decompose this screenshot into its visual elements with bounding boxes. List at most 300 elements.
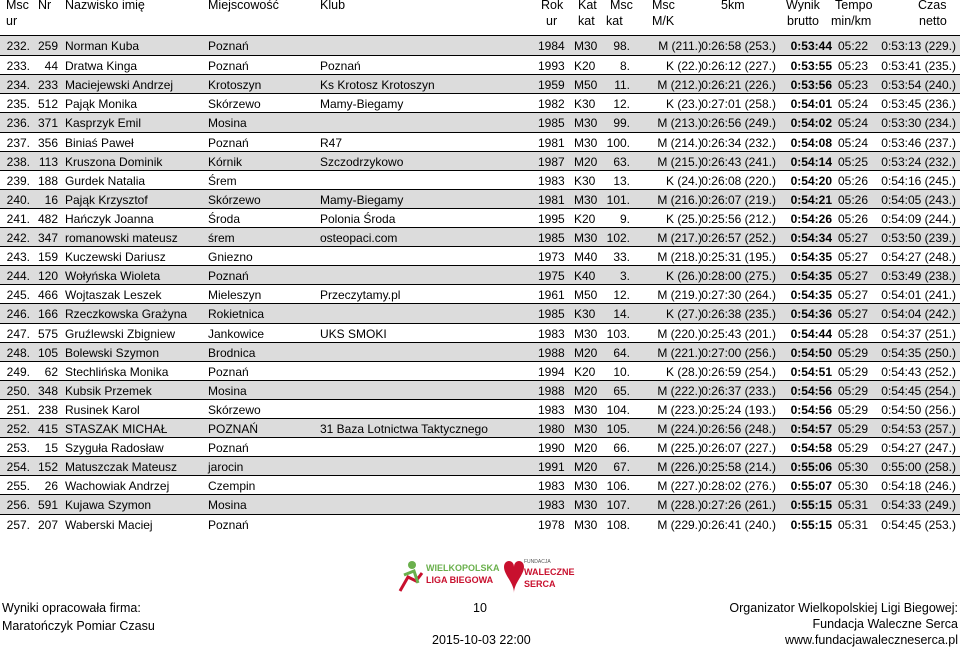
cell-netto: 0:53:49 (238.) — [881, 269, 956, 284]
cell-name: Wojtaszak Leszek — [65, 288, 162, 303]
cell-km5: 0:25:58 (214.) — [701, 460, 776, 475]
cell-kat: M20 — [574, 441, 598, 456]
header-msc-kat-sub: kat — [606, 14, 623, 28]
cell-msc: 240. — [6, 192, 30, 207]
cell-city: Skórzewo — [208, 402, 261, 417]
cell-msc: 233. — [6, 59, 30, 74]
cell-tempo: 05:31 — [837, 498, 868, 513]
cell-wynik: 0:54:01 — [790, 97, 832, 112]
cell-mk: M (223.) — [657, 402, 702, 417]
cell-wynik: 0:54:02 — [790, 116, 832, 131]
cell-tempo: 05:24 — [837, 116, 868, 131]
cell-name: Kruszona Dominik — [65, 154, 163, 169]
cell-name: Rzeczkowska Grażyna — [65, 307, 188, 322]
cell-kat: K20 — [574, 211, 596, 226]
cell-katmsc: 64. — [613, 345, 630, 360]
header-wynik: Wynik — [786, 0, 820, 12]
cell-kat: K30 — [574, 173, 596, 188]
cell-rok: 1985 — [538, 307, 565, 322]
header-czas: Czas — [918, 0, 947, 12]
cell-katmsc: 100. — [606, 135, 630, 150]
cell-mk: M (219.) — [657, 288, 702, 303]
cell-katmsc: 107. — [606, 498, 630, 513]
header-city: Miejscowość — [208, 0, 279, 12]
cell-nr: 16 — [44, 192, 58, 207]
cell-city: Poznań — [208, 441, 249, 456]
cell-club: Mamy-Biegamy — [320, 97, 404, 112]
cell-kat: M40 — [574, 250, 598, 265]
header-brutto: brutto — [787, 14, 819, 28]
cell-msc: 237. — [6, 135, 30, 150]
table-row — [0, 475, 960, 495]
table-row — [0, 514, 960, 534]
fws-text-2: WALECZNE — [524, 567, 575, 577]
cell-nr: 188 — [37, 173, 58, 188]
table-row — [0, 170, 960, 190]
cell-city: Skórzewo — [208, 97, 261, 112]
cell-rok: 1982 — [538, 97, 565, 112]
cell-kat: M30 — [574, 517, 598, 532]
cell-katmsc: 8. — [619, 59, 630, 74]
cell-km5: 0:25:31 (195.) — [701, 250, 776, 265]
table-row — [0, 399, 960, 419]
cell-tempo: 05:25 — [837, 154, 868, 169]
cell-km5: 0:27:01 (258.) — [701, 97, 776, 112]
cell-club: Poznań — [320, 59, 361, 74]
footer-left-2: Maratończyk Pomiar Czasu — [2, 619, 155, 633]
fws-text-1: FUNDACJA — [524, 559, 551, 565]
header-5km: 5km — [721, 0, 745, 12]
cell-netto: 0:54:09 (244.) — [881, 211, 956, 226]
cell-msc: 246. — [6, 307, 30, 322]
cell-kat: M50 — [574, 78, 598, 93]
header-kat-sub: kat — [578, 14, 595, 28]
cell-city: Gniezno — [208, 250, 253, 265]
cell-name: Gruźlewski Zbigniew — [65, 326, 176, 341]
cell-nr: 233 — [37, 78, 58, 93]
cell-kat: M20 — [574, 345, 598, 360]
cell-club: UKS SMOKI — [320, 326, 387, 341]
cell-kat: M20 — [574, 383, 598, 398]
fws-text-3: SERCA — [524, 579, 556, 589]
cell-katmsc: 33. — [613, 250, 630, 265]
cell-rok: 1987 — [538, 154, 565, 169]
cell-km5: 0:26:07 (227.) — [701, 441, 776, 456]
cell-tempo: 05:23 — [837, 78, 868, 93]
cell-name: Hańczyk Joanna — [65, 211, 154, 226]
cell-msc: 256. — [6, 498, 30, 513]
cell-club: Mamy-Biegamy — [320, 192, 404, 207]
cell-club: Ks Krotosz Krotoszyn — [320, 78, 435, 93]
cell-msc: 247. — [6, 326, 30, 341]
cell-nr: 259 — [37, 39, 58, 53]
cell-mk: M (216.) — [657, 192, 702, 207]
cell-rok: 1983 — [538, 326, 565, 341]
footer-right-2: Fundacja Waleczne Serca — [812, 617, 958, 631]
cell-msc: 257. — [6, 517, 30, 532]
cell-msc: 241. — [6, 211, 30, 226]
cell-mk: M (229.) — [657, 517, 702, 532]
table-row — [0, 151, 960, 171]
cell-club: Przeczytamy.pl — [320, 288, 401, 303]
cell-rok: 1981 — [538, 192, 565, 207]
cell-tempo: 05:30 — [837, 479, 868, 494]
cell-city: Krotoszyn — [208, 78, 262, 93]
cell-katmsc: 101. — [606, 192, 630, 207]
cell-km5: 0:26:38 (235.) — [701, 307, 776, 322]
cell-wynik: 0:54:21 — [790, 192, 832, 207]
cell-rok: 1985 — [538, 116, 565, 131]
cell-wynik: 0:54:35 — [790, 250, 832, 265]
cell-city: POZNAŃ — [208, 422, 259, 436]
cell-nr: 371 — [37, 116, 58, 131]
table-row — [0, 55, 960, 75]
cell-netto: 0:53:45 (236.) — [881, 97, 956, 112]
cell-netto: 0:54:53 (257.) — [881, 422, 956, 436]
cell-netto: 0:55:00 (258.) — [881, 460, 956, 475]
cell-mk: K (26.) — [665, 269, 702, 284]
cell-netto: 0:54:33 (249.) — [881, 498, 956, 513]
cell-name: romanowski mateusz — [65, 231, 178, 245]
cell-rok: 1988 — [538, 383, 565, 398]
cell-netto: 0:54:45 (254.) — [881, 383, 956, 398]
page-number: 10 — [473, 601, 487, 615]
cell-netto: 0:53:50 (239.) — [881, 231, 956, 245]
table-row — [0, 227, 960, 247]
cell-kat: M30 — [574, 402, 598, 417]
cell-km5: 0:28:02 (276.) — [701, 479, 776, 494]
cell-wynik: 0:53:55 — [790, 59, 832, 74]
cell-rok: 1988 — [538, 345, 565, 360]
table-row — [0, 284, 960, 304]
cell-mk: M (224.) — [657, 422, 702, 436]
cell-city: Skórzewo — [208, 192, 261, 207]
cell-city: śrem — [208, 231, 235, 245]
cell-wynik: 0:55:07 — [790, 479, 832, 494]
table-row — [0, 208, 960, 228]
cell-wynik: 0:54:56 — [790, 383, 832, 398]
cell-msc: 238. — [6, 154, 30, 169]
cell-netto: 0:54:27 (248.) — [881, 250, 956, 265]
cell-name: Pająk Krzysztof — [65, 192, 148, 207]
cell-tempo: 05:29 — [837, 422, 868, 436]
cell-tempo: 05:22 — [837, 39, 868, 53]
cell-msc: 236. — [6, 116, 30, 131]
cell-wynik: 0:54:44 — [790, 326, 832, 341]
cell-name: Maciejewski Andrzej — [65, 78, 174, 93]
cell-nr: 207 — [37, 517, 58, 532]
cell-kat: M20 — [574, 460, 598, 475]
cell-netto: 0:54:01 (241.) — [881, 288, 956, 303]
cell-name: Matuszczak Mateusz — [65, 460, 178, 475]
cell-mk: M (225.) — [657, 441, 702, 456]
header-mk: M/K — [652, 14, 675, 28]
cell-kat: M30 — [574, 498, 598, 513]
cell-name: Szyguła Radosław — [65, 441, 164, 456]
cell-nr: 105 — [37, 345, 58, 360]
cell-msc: 234. — [6, 78, 30, 93]
cell-nr: 62 — [44, 364, 58, 379]
cell-wynik: 0:55:06 — [790, 460, 832, 475]
cell-mk: M (213.) — [657, 116, 702, 131]
cell-katmsc: 13. — [613, 173, 630, 188]
cell-rok: 1984 — [538, 39, 565, 53]
cell-katmsc: 12. — [613, 288, 630, 303]
cell-netto: 0:53:30 (234.) — [881, 116, 956, 131]
cell-wynik: 0:53:56 — [790, 78, 832, 93]
cell-mk: K (24.) — [665, 173, 702, 188]
cell-mk: M (212.) — [657, 78, 702, 93]
cell-katmsc: 10. — [613, 364, 630, 379]
header-msc-text: Msc — [6, 0, 29, 12]
cell-nr: 166 — [37, 307, 58, 322]
cell-city: Kórnik — [208, 154, 243, 169]
cell-kat: K20 — [574, 59, 596, 74]
cell-wynik: 0:54:08 — [790, 135, 832, 150]
cell-katmsc: 9. — [619, 211, 630, 226]
cell-rok: 1993 — [538, 59, 565, 74]
cell-city: Poznań — [208, 135, 249, 150]
cell-netto: 0:54:50 (256.) — [881, 402, 956, 417]
cell-katmsc: 106. — [606, 479, 630, 494]
cell-nr: 466 — [37, 288, 58, 303]
cell-city: Jankowice — [208, 326, 265, 341]
cell-km5: 0:27:00 (256.) — [701, 345, 776, 360]
cell-city: Śrem — [208, 173, 237, 188]
cell-tempo: 05:27 — [837, 250, 868, 265]
cell-netto: 0:53:41 (235.) — [881, 59, 956, 74]
cell-mk: M (214.) — [657, 135, 702, 150]
table-row — [0, 189, 960, 209]
cell-nr: 120 — [37, 269, 58, 284]
cell-tempo: 05:27 — [837, 307, 868, 322]
cell-wynik: 0:54:57 — [790, 422, 832, 436]
cell-wynik: 0:54:26 — [790, 211, 832, 226]
table-row — [0, 342, 960, 362]
cell-katmsc: 98. — [613, 39, 630, 53]
cell-rok: 1983 — [538, 173, 565, 188]
cell-tempo: 05:28 — [837, 326, 868, 341]
header-msc-kat: Msc — [610, 0, 633, 12]
cell-mk: M (227.) — [657, 479, 702, 494]
cell-city: Środa — [208, 211, 241, 226]
cell-name: Waberski Maciej — [65, 517, 153, 532]
header-name: Nazwisko imię — [65, 0, 145, 12]
cell-km5: 0:26:21 (226.) — [701, 78, 776, 93]
cell-name: Gurdek Natalia — [65, 173, 146, 188]
cell-mk: M (215.) — [657, 154, 702, 169]
cell-netto: 0:54:35 (250.) — [881, 345, 956, 360]
footer-left-1: Wyniki opracowała firma: — [2, 601, 141, 615]
cell-nr: 152 — [37, 460, 58, 475]
cell-netto: 0:53:46 (237.) — [881, 135, 956, 150]
cell-kat: K40 — [574, 269, 596, 284]
cell-mk: M (220.) — [657, 326, 702, 341]
cell-msc: 255. — [6, 479, 30, 494]
cell-name: STASZAK MICHAŁ — [65, 422, 168, 436]
cell-netto: 0:54:04 (242.) — [881, 307, 956, 322]
cell-km5: 0:26:08 (220.) — [701, 173, 776, 188]
cell-city: Poznań — [208, 517, 249, 532]
cell-tempo: 05:23 — [837, 59, 868, 74]
cell-msc: 248. — [6, 345, 30, 360]
header-msc — [6, 0, 29, 13]
cell-tempo: 05:29 — [837, 345, 868, 360]
cell-katmsc: 14. — [613, 307, 630, 322]
footer-right-3: www.fundacjawaleczneserca.pl — [784, 633, 958, 647]
cell-kat: M30 — [574, 192, 598, 207]
cell-msc: 245. — [6, 288, 30, 303]
cell-msc: 242. — [6, 231, 30, 245]
cell-rok: 1985 — [538, 231, 565, 245]
cell-nr: 347 — [37, 231, 58, 245]
header-msc-mk: Msc — [652, 0, 675, 12]
cell-km5: 0:26:58 (253.) — [701, 39, 776, 53]
cell-name: Kubsik Przemek — [65, 383, 152, 398]
cell-club: osteopaci.com — [320, 231, 398, 245]
wlb-text-1: WIELKOPOLSKA — [426, 563, 500, 573]
cell-mk: M (217.) — [657, 231, 702, 245]
header-minkm: min/km — [831, 14, 872, 28]
cell-kat: M30 — [574, 135, 598, 150]
cell-name: Norman Kuba — [65, 39, 140, 53]
cell-tempo: 05:29 — [837, 402, 868, 417]
cell-mk: K (27.) — [665, 307, 702, 322]
cell-katmsc: 103. — [606, 326, 630, 341]
cell-tempo: 05:26 — [837, 211, 868, 226]
cell-rok: 1995 — [538, 211, 565, 226]
cell-tempo: 05:24 — [837, 135, 868, 150]
cell-tempo: 05:27 — [837, 288, 868, 303]
cell-name: Wołyńska Wioleta — [65, 269, 161, 284]
cell-km5: 0:28:00 (275.) — [701, 269, 776, 284]
cell-km5: 0:25:43 (201.) — [701, 326, 776, 341]
cell-city: Brodnica — [208, 345, 256, 360]
cell-tempo: 05:27 — [837, 269, 868, 284]
table-row — [0, 456, 960, 476]
cell-km5: 0:26:07 (219.) — [701, 192, 776, 207]
table-row — [0, 74, 960, 94]
cell-tempo: 05:29 — [837, 441, 868, 456]
cell-club: Polonia Środa — [320, 211, 396, 226]
cell-katmsc: 63. — [613, 154, 630, 169]
cell-netto: 0:54:43 (252.) — [881, 364, 956, 379]
cell-nr: 356 — [37, 135, 58, 150]
cell-nr: 348 — [37, 383, 58, 398]
cell-msc: 252. — [6, 422, 30, 436]
table-row — [0, 132, 960, 152]
cell-name: Kuczewski Dariusz — [65, 250, 166, 265]
cell-rok: 1991 — [538, 460, 565, 475]
cell-km5: 0:26:43 (241.) — [701, 154, 776, 169]
cell-kat: M30 — [574, 39, 598, 53]
cell-km5: 0:26:56 (249.) — [701, 116, 776, 131]
cell-name: Kasprzyk Emil — [65, 116, 142, 131]
cell-nr: 238 — [37, 402, 58, 417]
cell-name: Pająk Monika — [65, 97, 138, 112]
cell-km5: 0:27:30 (264.) — [701, 288, 776, 303]
cell-nr: 512 — [37, 97, 58, 112]
cell-rok: 1961 — [538, 288, 565, 303]
cell-km5: 0:26:59 (254.) — [701, 364, 776, 379]
cell-mk: M (221.) — [657, 345, 702, 360]
cell-nr: 591 — [37, 498, 58, 513]
cell-nr: 482 — [37, 211, 58, 226]
header-netto: netto — [919, 14, 947, 28]
cell-mk: K (28.) — [665, 364, 702, 379]
cell-city: Czempin — [208, 479, 256, 494]
footer-right-1: Organizator Wielkopolskiej Ligi Biegowej: — [729, 601, 958, 615]
cell-wynik: 0:54:36 — [790, 307, 832, 322]
cell-kat: K20 — [574, 364, 596, 379]
cell-mk: M (228.) — [657, 498, 702, 513]
cell-name: Rusinek Karol — [65, 402, 140, 417]
header-ur: ur — [546, 14, 558, 28]
cell-name: Dratwa Kinga — [65, 59, 138, 74]
table-row — [0, 112, 960, 132]
cell-nr: 44 — [44, 59, 58, 74]
cell-kat: M30 — [574, 231, 598, 245]
cell-city: Mosina — [208, 116, 247, 131]
cell-tempo: 05:31 — [837, 517, 868, 532]
cell-wynik: 0:53:44 — [790, 39, 832, 53]
cell-msc: 244. — [6, 269, 30, 284]
cell-km5: 0:26:57 (252.) — [701, 231, 776, 245]
cell-kat: M30 — [574, 326, 598, 341]
cell-name: Wachowiak Andrzej — [65, 479, 170, 494]
cell-kat: M30 — [574, 116, 598, 131]
cell-tempo: 05:24 — [837, 97, 868, 112]
cell-km5: 0:27:26 (261.) — [701, 498, 776, 513]
cell-rok: 1959 — [538, 78, 565, 93]
cell-msc: 254. — [6, 460, 30, 475]
cell-netto: 0:53:54 (240.) — [881, 78, 956, 93]
table-row — [0, 361, 960, 381]
cell-kat: M50 — [574, 288, 598, 303]
cell-mk: K (25.) — [665, 211, 702, 226]
cell-city: jarocin — [208, 460, 244, 475]
table-row — [0, 418, 960, 438]
cell-tempo: 05:30 — [837, 460, 868, 475]
cell-nr: 159 — [37, 250, 58, 265]
cell-city: Poznań — [208, 59, 249, 74]
cell-city: Poznań — [208, 39, 249, 53]
cell-msc: 232. — [6, 39, 30, 53]
cell-wynik: 0:54:51 — [790, 364, 832, 379]
header-rok: Rok — [541, 0, 564, 12]
cell-rok: 1990 — [538, 441, 565, 456]
cell-city: Mosina — [208, 498, 247, 513]
cell-nr: 415 — [37, 422, 58, 436]
cell-wynik: 0:54:35 — [790, 269, 832, 284]
header-ur-msc: ur — [6, 14, 18, 28]
cell-city: Mosina — [208, 383, 247, 398]
cell-rok: 1973 — [538, 250, 565, 265]
cell-katmsc: 105. — [606, 422, 630, 436]
cell-km5: 0:26:56 (248.) — [701, 422, 776, 436]
cell-wynik: 0:54:14 — [790, 154, 832, 169]
cell-tempo: 05:29 — [837, 364, 868, 379]
cell-nr: 15 — [44, 441, 58, 456]
cell-city: Poznań — [208, 269, 249, 284]
cell-katmsc: 66. — [613, 441, 630, 456]
table-row — [0, 494, 960, 514]
cell-wynik: 0:54:35 — [790, 288, 832, 303]
cell-club: Szczodrzykowo — [320, 154, 404, 169]
cell-city: Mieleszyn — [208, 288, 262, 303]
cell-katmsc: 3. — [619, 269, 630, 284]
cell-city: Poznań — [208, 364, 249, 379]
